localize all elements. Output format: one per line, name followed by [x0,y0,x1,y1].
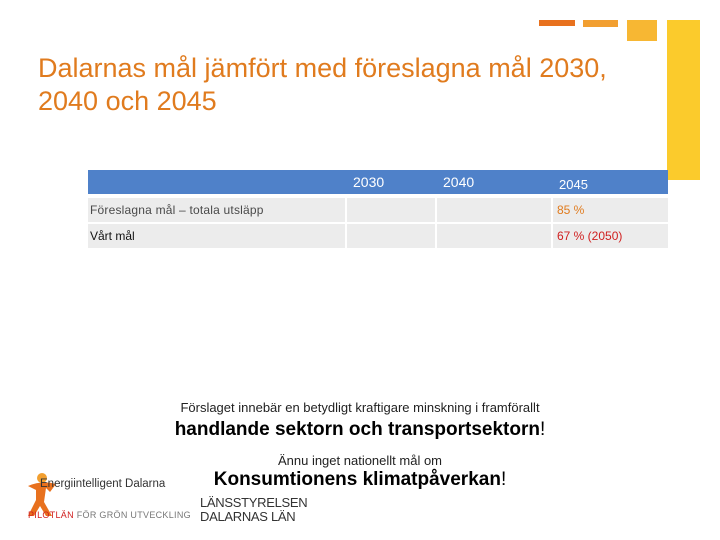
note-line-4-tail: ! [500,469,507,490]
energiintelligent-name: Energiintelligent Dalarna [40,478,166,490]
header-cell-2045: 2045 [553,170,668,194]
row-label: Föreslagna mål – totala utsläpp [88,198,345,222]
pilotlan-text: PILOTLÄN [28,510,74,520]
cell-2045: 85 % [553,198,668,222]
energiintelligent-tagline [28,510,191,520]
header-cell-2030: 2030 [347,170,435,194]
header-cell-label [88,170,345,194]
note-line-2-tail: ! [540,419,546,440]
cell-2030 [347,198,435,222]
note-line-2 [0,419,720,441]
cell-2040 [437,198,551,222]
tagline-text: FÖR GRÖN UTVECKLING [76,510,191,520]
cell-2045: 67 % (2050) [553,224,668,248]
table-header-row [88,170,668,194]
lansstyrelsen-line-2: DALARNAS LÄN [200,509,296,524]
lansstyrelsen-logo [200,496,307,524]
cell-2030 [347,224,435,248]
cell-2040 [437,224,551,248]
note-line-3: Ännu inget nationellt mål om [277,453,443,468]
decor-bar-4 [667,20,700,180]
table-row [88,224,668,248]
goals-table [88,170,668,250]
decor-bar-3 [627,20,657,41]
note-line-1: Förslaget innebär en betydligt kraftigare minskning i framförallt [180,400,540,415]
row-label: Vårt mål [88,224,345,248]
note-line-2-bold: handlande sektorn och transportsektorn [174,419,540,440]
decor-bar-2 [583,20,618,27]
table-row [88,198,668,222]
slide-title: Dalarnas mål jämfört med föreslagna mål 2030, 2040 och 2045 [38,53,607,116]
decor-bar-1 [539,20,575,26]
lansstyrelsen-line-1: LÄNSSTYRELSEN [200,495,308,510]
header-cell-2040: 2040 [437,170,551,194]
note-line-4-bold: Konsumtionens klimatpåverkan [213,469,501,490]
